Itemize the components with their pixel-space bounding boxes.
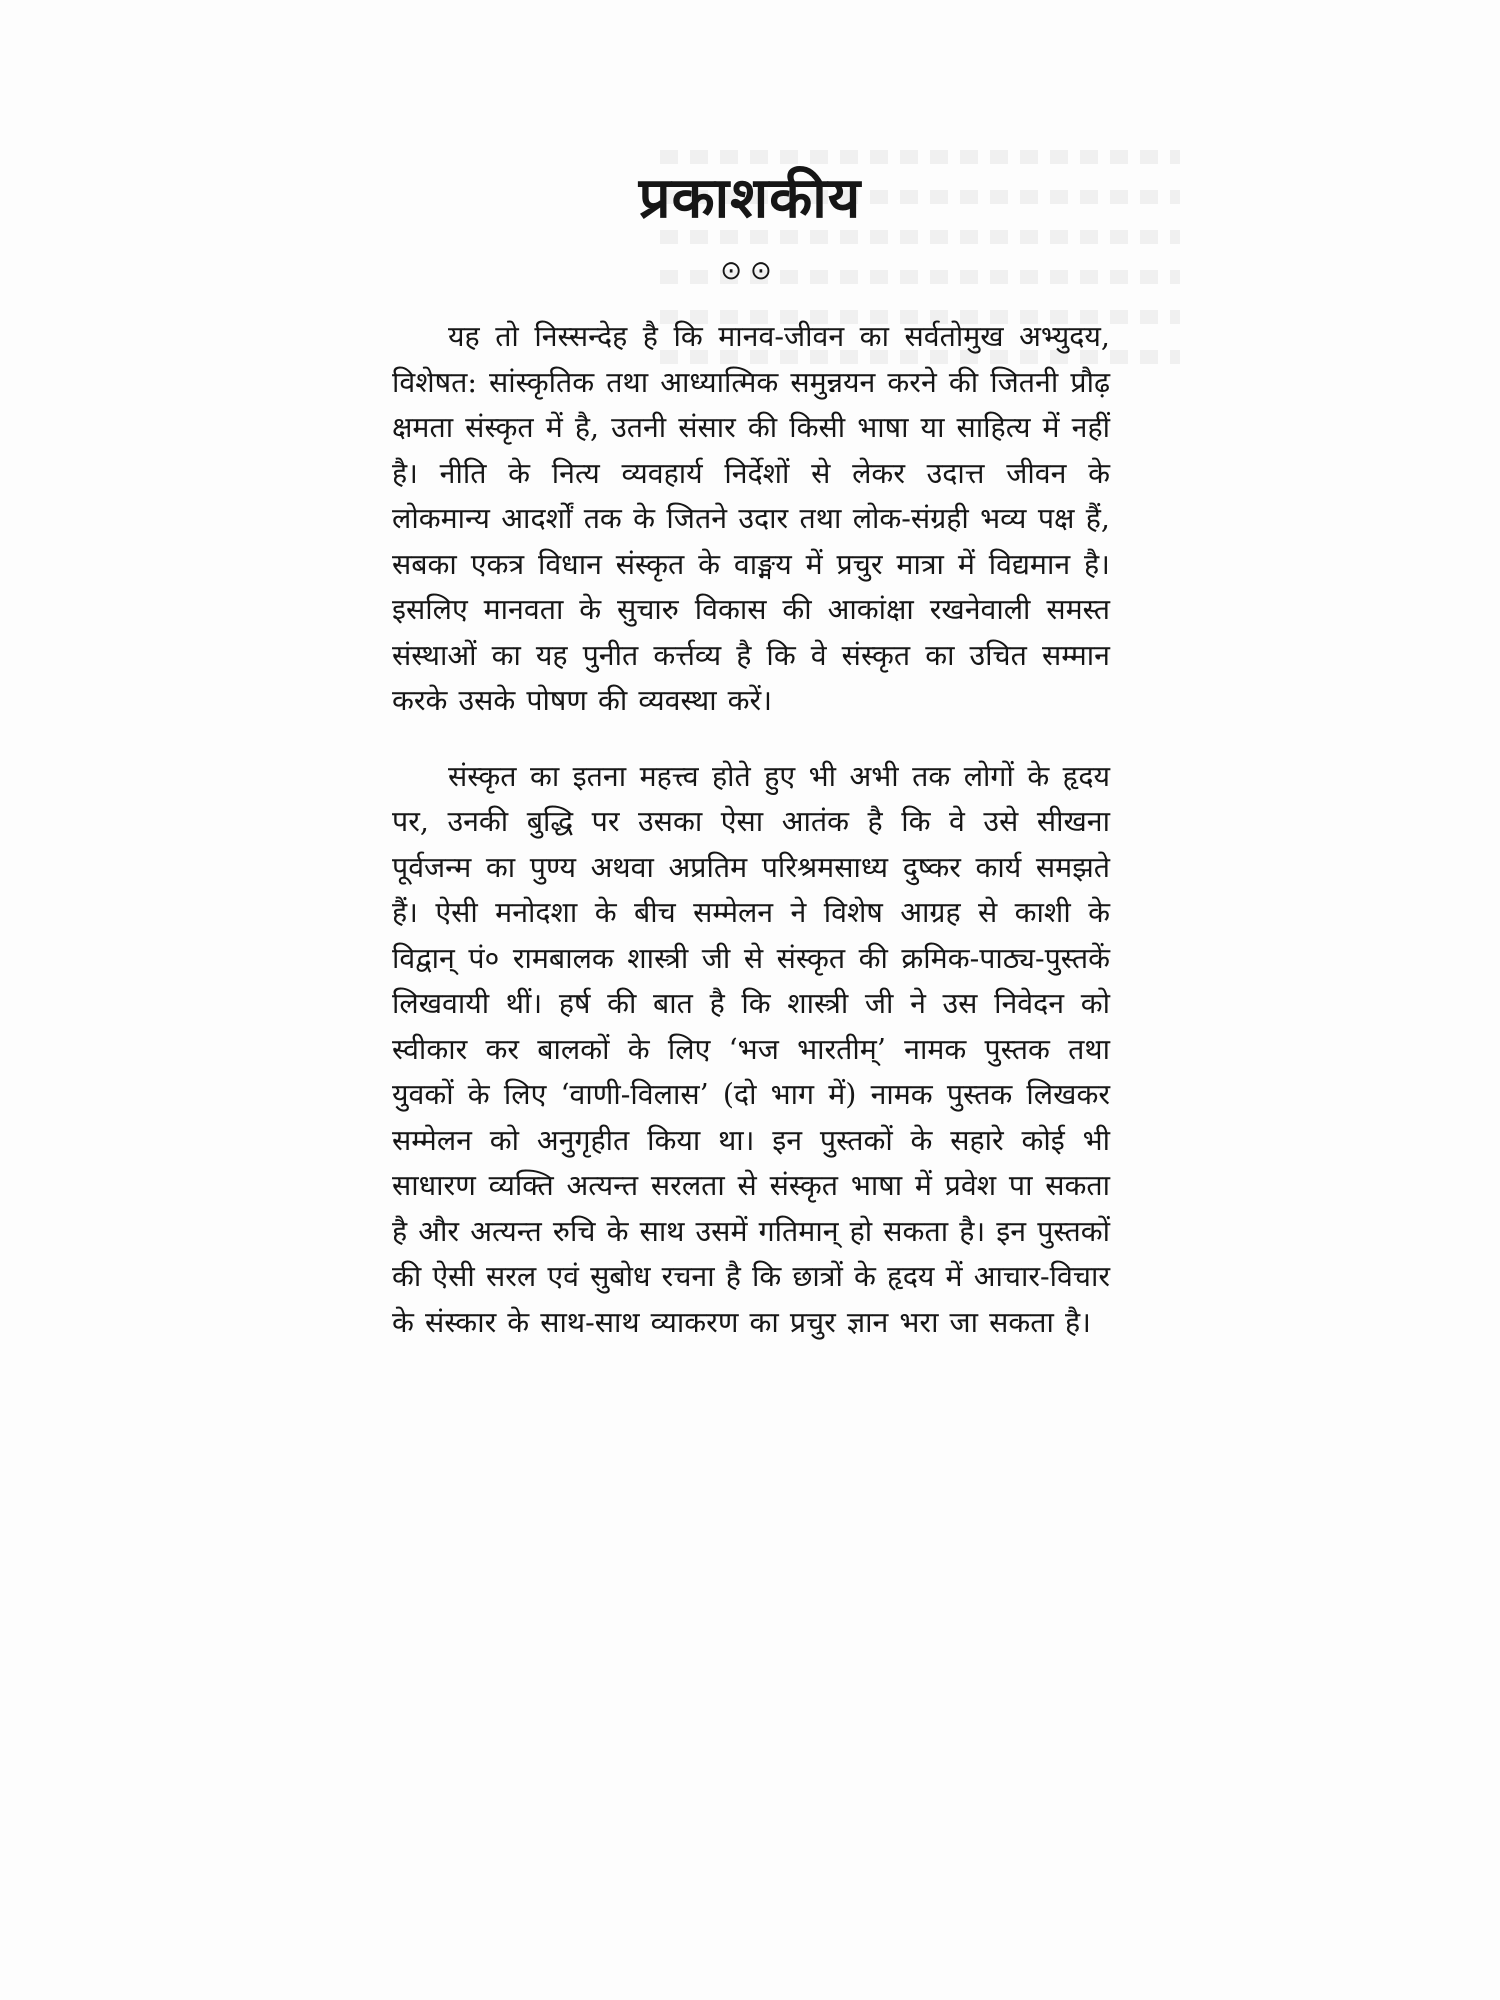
paragraph-2: संस्कृत का इतना महत्त्व होते हुए भी अभी तक लोगों के हृदय पर, उनकी बुद्धि पर उसका ऐसा आतंक है कि वे उसे सीखना पूर्वजन्म का पुण्य अथवा अप्रतिम परिश्रमसाध्य दुष्कर कार्य समझते हैं। ऐसी मनोदशा के बीच सम्मेलन ने विशेष आग्रह से काशी के विद्वान् पं० रामबालक शास्त्री जी से संस्कृत की क्रमिक-पाठ्य-पुस्तकें लिखवायी थीं। हर्ष की बात है कि शास्त्री जी ने उस निवेदन को स्वीकार कर बालकों के लिए ‘भज भारतीम्’ नामक पुस्तक तथा युवकों के लिए ‘वाणी-विलास’ (दो भाग में) नामक पुस्तक लिखकर सम्मेलन को अनुगृहीत किया था। इन पुस्तकों के सहारे कोई भी साधारण व्यक्ति अत्यन्त सरलता से संस्कृत भाषा में प्रवेश पा सकता है और अत्यन्त रुचि के साथ उसमें गतिमान् हो सकता है। इन पुस्तकों की ऐसी सरल एवं सुबोध रचना है कि छात्रों के हृदय में आचार-विचार के संस्कार के साथ-साथ व्याकरण का प्रचुर ज्ञान भरा जा सकता है। — [392, 759, 1110, 1339]
paragraph-1: यह तो निस्सन्देह है कि मानव-जीवन का सर्वतोमुख अभ्युदय, विशेषत: सांस्कृतिक तथा आध्यात्मिक समुन्नयन करने की जितनी प्रौढ़ क्षमता संस्कृत में है, उतनी संसार की किसी भाषा या साहित्य में नहीं है। नीति के नित्य व्यवहार्य निर्देशों से लेकर उदात्त जीवन के लोकमान्य आदर्शों तक के जितने उदार तथा लोक-संग्रही भव्य पक्ष हैं, सबका एकत्र विधान संस्कृत के वाङ्मय में प्रचुर मात्रा में विद्यमान है। इसलिए मानवता के सुचारु विकास की आकांक्षा रखनेवाली समस्त संस्थाओं का यह पुनीत कर्त्तव्य है कि वे संस्कृत का उचित सम्मान करके उसके पोषण की व्यवस्था करें। — [392, 320, 1110, 717]
ornament-divider: ⊙⊙ — [720, 256, 780, 286]
body-text — [392, 314, 1110, 1375]
page-title: प्रकाशकीय — [638, 166, 862, 231]
